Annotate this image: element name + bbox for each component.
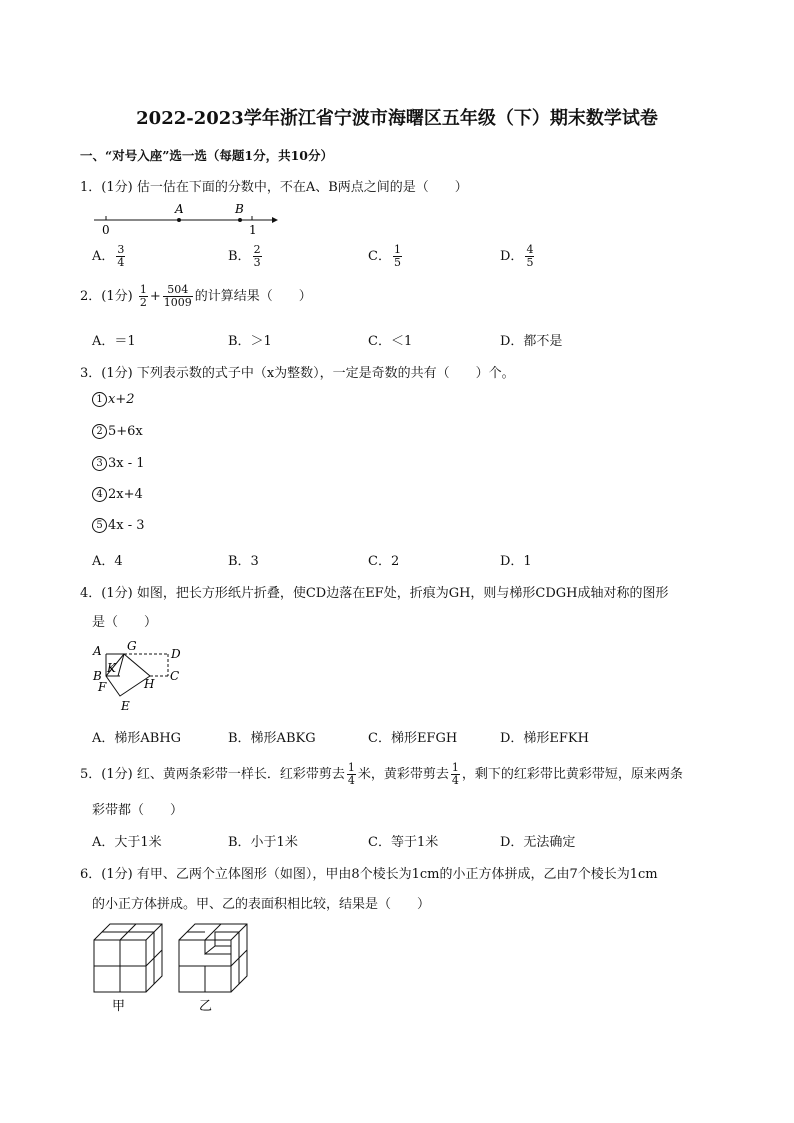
q5-option-c[interactable]: C．等于1米 [368, 835, 439, 850]
q3-item-3: 3 3x - 1 [92, 456, 145, 471]
question-4-stem: 4．(1分) 如图，把长方形纸片折叠，使CD边落在EF处，折痕为GH，则与梯形CDGH成轴对称的图形 [80, 586, 669, 601]
q2-option-b[interactable]: B．＞1 [228, 334, 272, 349]
point-a [177, 218, 181, 222]
svg-text:F: F [98, 680, 107, 694]
q4-option-b[interactable]: B．梯形ABKG [228, 731, 316, 746]
label-jia: 甲 [112, 999, 126, 1014]
q4-option-d[interactable]: D．梯形EFKH [500, 731, 589, 746]
q2-option-d[interactable]: D．都不是 [500, 334, 563, 349]
q3-item-4: 4 2x+4 [92, 487, 143, 502]
question-5-stem: 5．(1分) 红、黄两条彩带一样长．红彩带剪去 $\frac{1}{4}$ 米，黄彩带剪去 $\frac{1}{4}$ ，剩下的红彩带比黄彩带短，原来两条 [80, 761, 683, 787]
page-title: 2022-2023学年浙江省宁波市海曙区五年级（下）期末数学试卷 [136, 108, 658, 129]
label-zero: 0 [102, 223, 110, 237]
question-1-stem: 1．(1分) 估一估在下面的分数中，不在A、B两点之间的是（ ） [80, 180, 468, 195]
q3-option-b[interactable]: B．3 [228, 554, 259, 569]
q3-option-d[interactable]: D．1 [500, 554, 532, 569]
svg-text:C: C [170, 669, 180, 683]
q2-option-c[interactable]: C．＜1 [368, 334, 413, 349]
label-yi: 乙 [199, 999, 213, 1014]
q1-option-c[interactable]: C． $\frac{1}{5}$ [368, 243, 401, 269]
label-b: B [235, 202, 244, 216]
q5-option-d[interactable]: D．无法确定 [500, 835, 576, 850]
q3-item-5: 5 4x - 3 [92, 518, 145, 533]
svg-text:H: H [144, 677, 155, 691]
fold-figure [90, 640, 190, 716]
q3-item-2: 2 5+6x [92, 424, 143, 439]
q3-item-1: 1 x+2 [92, 392, 135, 407]
cube-figure-jia [90, 920, 170, 1014]
q1-option-b[interactable]: B． $\frac{2}{3}$ [228, 243, 261, 269]
arrow-head [272, 217, 278, 223]
q4-option-c[interactable]: C．梯形EFGH [368, 731, 458, 746]
question-3-stem: 3．(1分) 下列表示数的式子中（x为整数），一定是奇数的共有（ ）个。 [80, 366, 515, 381]
question-2-stem: 2．(1分) $\frac{1}{2}$ + $\frac{504}{1009}$ 的计算结果（ ） [80, 283, 312, 309]
q4-option-a[interactable]: A．梯形ABHG [92, 731, 182, 746]
q5-option-b[interactable]: B．小于1米 [228, 835, 298, 850]
q2-option-a[interactable]: A．＝1 [92, 334, 136, 349]
svg-text:A: A [93, 644, 102, 658]
svg-text:G: G [127, 640, 137, 653]
question-5-stem-2: 彩带都（ ） [92, 803, 184, 818]
q3-option-a[interactable]: A．4 [92, 554, 123, 569]
q1-option-d[interactable]: D． $\frac{4}{5}$ [500, 243, 534, 269]
question-6-stem-2: 的小正方体拼成。甲、乙的表面积相比较，结果是（ ） [92, 897, 431, 912]
cube-figure-yi [175, 920, 255, 1014]
q5-option-a[interactable]: A．大于1米 [92, 835, 162, 850]
svg-text:E: E [121, 699, 130, 713]
question-6-stem: 6．(1分) 有甲、乙两个立体图形（如图），甲由8个棱长为1cm的小正方体拼成，乙由7个棱长为1cm [80, 867, 658, 882]
svg-text:K: K [107, 661, 116, 675]
svg-text:D: D [171, 647, 181, 661]
svg-text:B: B [93, 669, 102, 683]
label-a: A [175, 202, 184, 216]
number-line-figure [90, 198, 280, 238]
section-heading: 一、“对号入座”选一选（每题1分，共10分） [80, 148, 333, 163]
label-one: 1 [249, 223, 257, 237]
q1-option-a[interactable]: A． $\frac{3}{4}$ [92, 243, 125, 269]
q3-option-c[interactable]: C．2 [368, 554, 400, 569]
point-b [238, 218, 242, 222]
question-4-stem-2: 是（ ） [92, 615, 158, 630]
